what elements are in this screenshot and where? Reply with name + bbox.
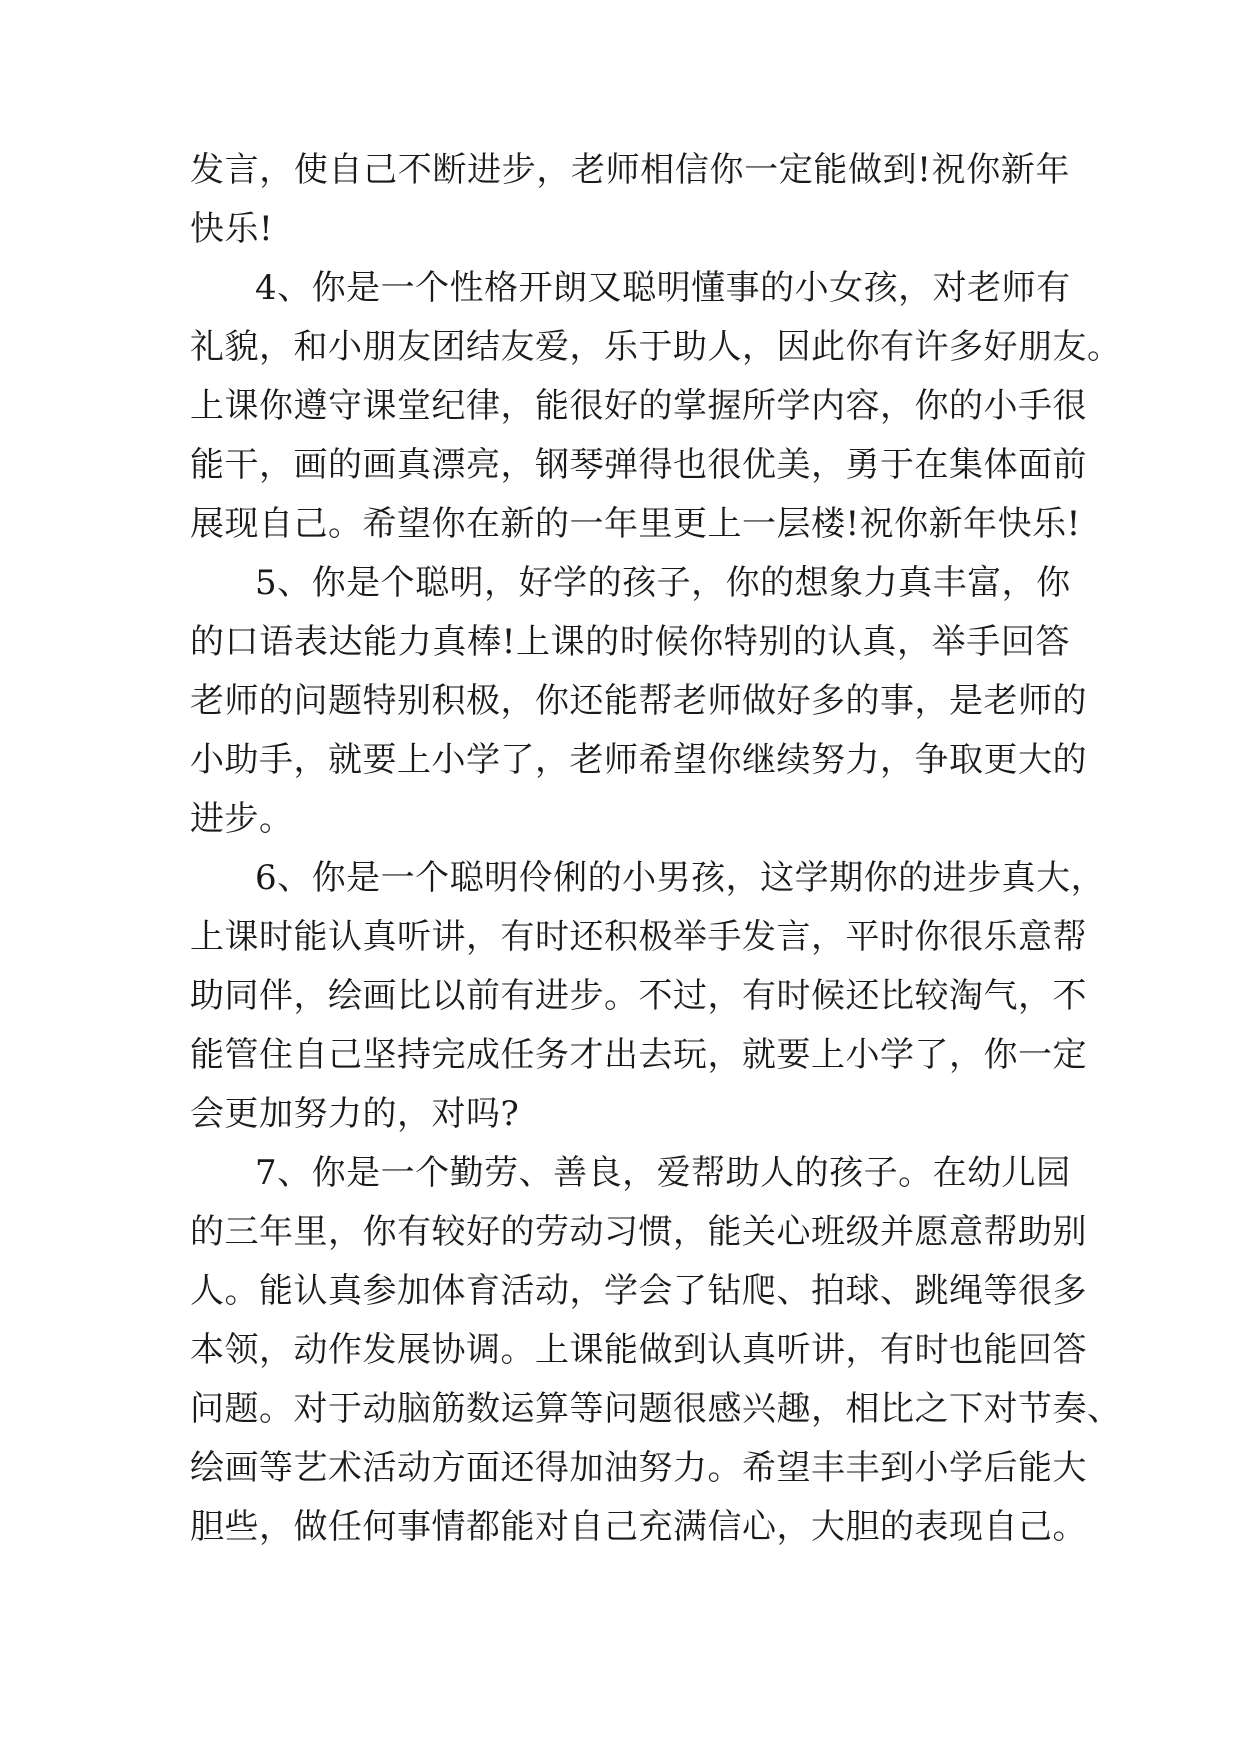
text-line: 本领，动作发展协调。上课能做到认真听讲，有时也能回答 bbox=[190, 1330, 1087, 1370]
text-line: 老师的问题特别积极，你还能帮老师做好多的事，是老师的 bbox=[190, 681, 1087, 721]
text-line: 发言，使自己不断进步，老师相信你一定能做到!祝你新年 bbox=[190, 150, 1070, 190]
text-line: 能管住自己坚持完成任务才出去玩，就要上小学了，你一定 bbox=[190, 1035, 1087, 1075]
text-line: 上课时能认真听讲，有时还积极举手发言，平时你很乐意帮 bbox=[190, 917, 1087, 957]
text-line: 展现自己。希望你在新的一年里更上一层楼!祝你新年快乐! bbox=[190, 504, 1081, 544]
text-line: 问题。对于动脑筋数运算等问题很感兴趣，相比之下对节奏、 bbox=[190, 1389, 1122, 1429]
paragraph-start-line: 5、你是个聪明，好学的孩子，你的想象力真丰富，你 bbox=[255, 563, 1071, 603]
text-line: 会更加努力的，对吗? bbox=[190, 1094, 520, 1134]
text-line: 胆些，做任何事情都能对自己充满信心，大胆的表现自己。 bbox=[190, 1507, 1087, 1547]
paragraph-start-line: 6、你是一个聪明伶俐的小男孩，这学期你的进步真大， bbox=[255, 858, 1106, 898]
text-line: 人。能认真参加体育活动，学会了钻爬、拍球、跳绳等很多 bbox=[190, 1271, 1087, 1311]
text-line: 能干，画的画真漂亮，钢琴弹得也很优美，勇于在集体面前 bbox=[190, 445, 1087, 485]
text-line: 上课你遵守课堂纪律，能很好的掌握所学内容，你的小手很 bbox=[190, 386, 1087, 426]
paragraph-start-line: 4、你是一个性格开朗又聪明懂事的小女孩，对老师有 bbox=[255, 268, 1071, 308]
text-line: 的口语表达能力真棒!上课的时候你特别的认真，举手回答 bbox=[190, 622, 1070, 662]
text-line: 小助手，就要上小学了，老师希望你继续努力，争取更大的 bbox=[190, 740, 1087, 780]
text-line: 助同伴，绘画比以前有进步。不过，有时候还比较淘气，不 bbox=[190, 976, 1087, 1016]
paragraph-start-line: 7、你是一个勤劳、善良，爱帮助人的孩子。在幼儿园 bbox=[255, 1153, 1071, 1193]
text-line: 快乐! bbox=[190, 209, 274, 249]
text-line: 的三年里，你有较好的劳动习惯，能关心班级并愿意帮助别 bbox=[190, 1212, 1087, 1252]
text-line: 礼貌，和小朋友团结友爱，乐于助人，因此你有许多好朋友。 bbox=[190, 327, 1122, 367]
text-line: 绘画等艺术活动方面还得加油努力。希望丰丰到小学后能大 bbox=[190, 1448, 1087, 1488]
text-line: 进步。 bbox=[190, 799, 294, 839]
